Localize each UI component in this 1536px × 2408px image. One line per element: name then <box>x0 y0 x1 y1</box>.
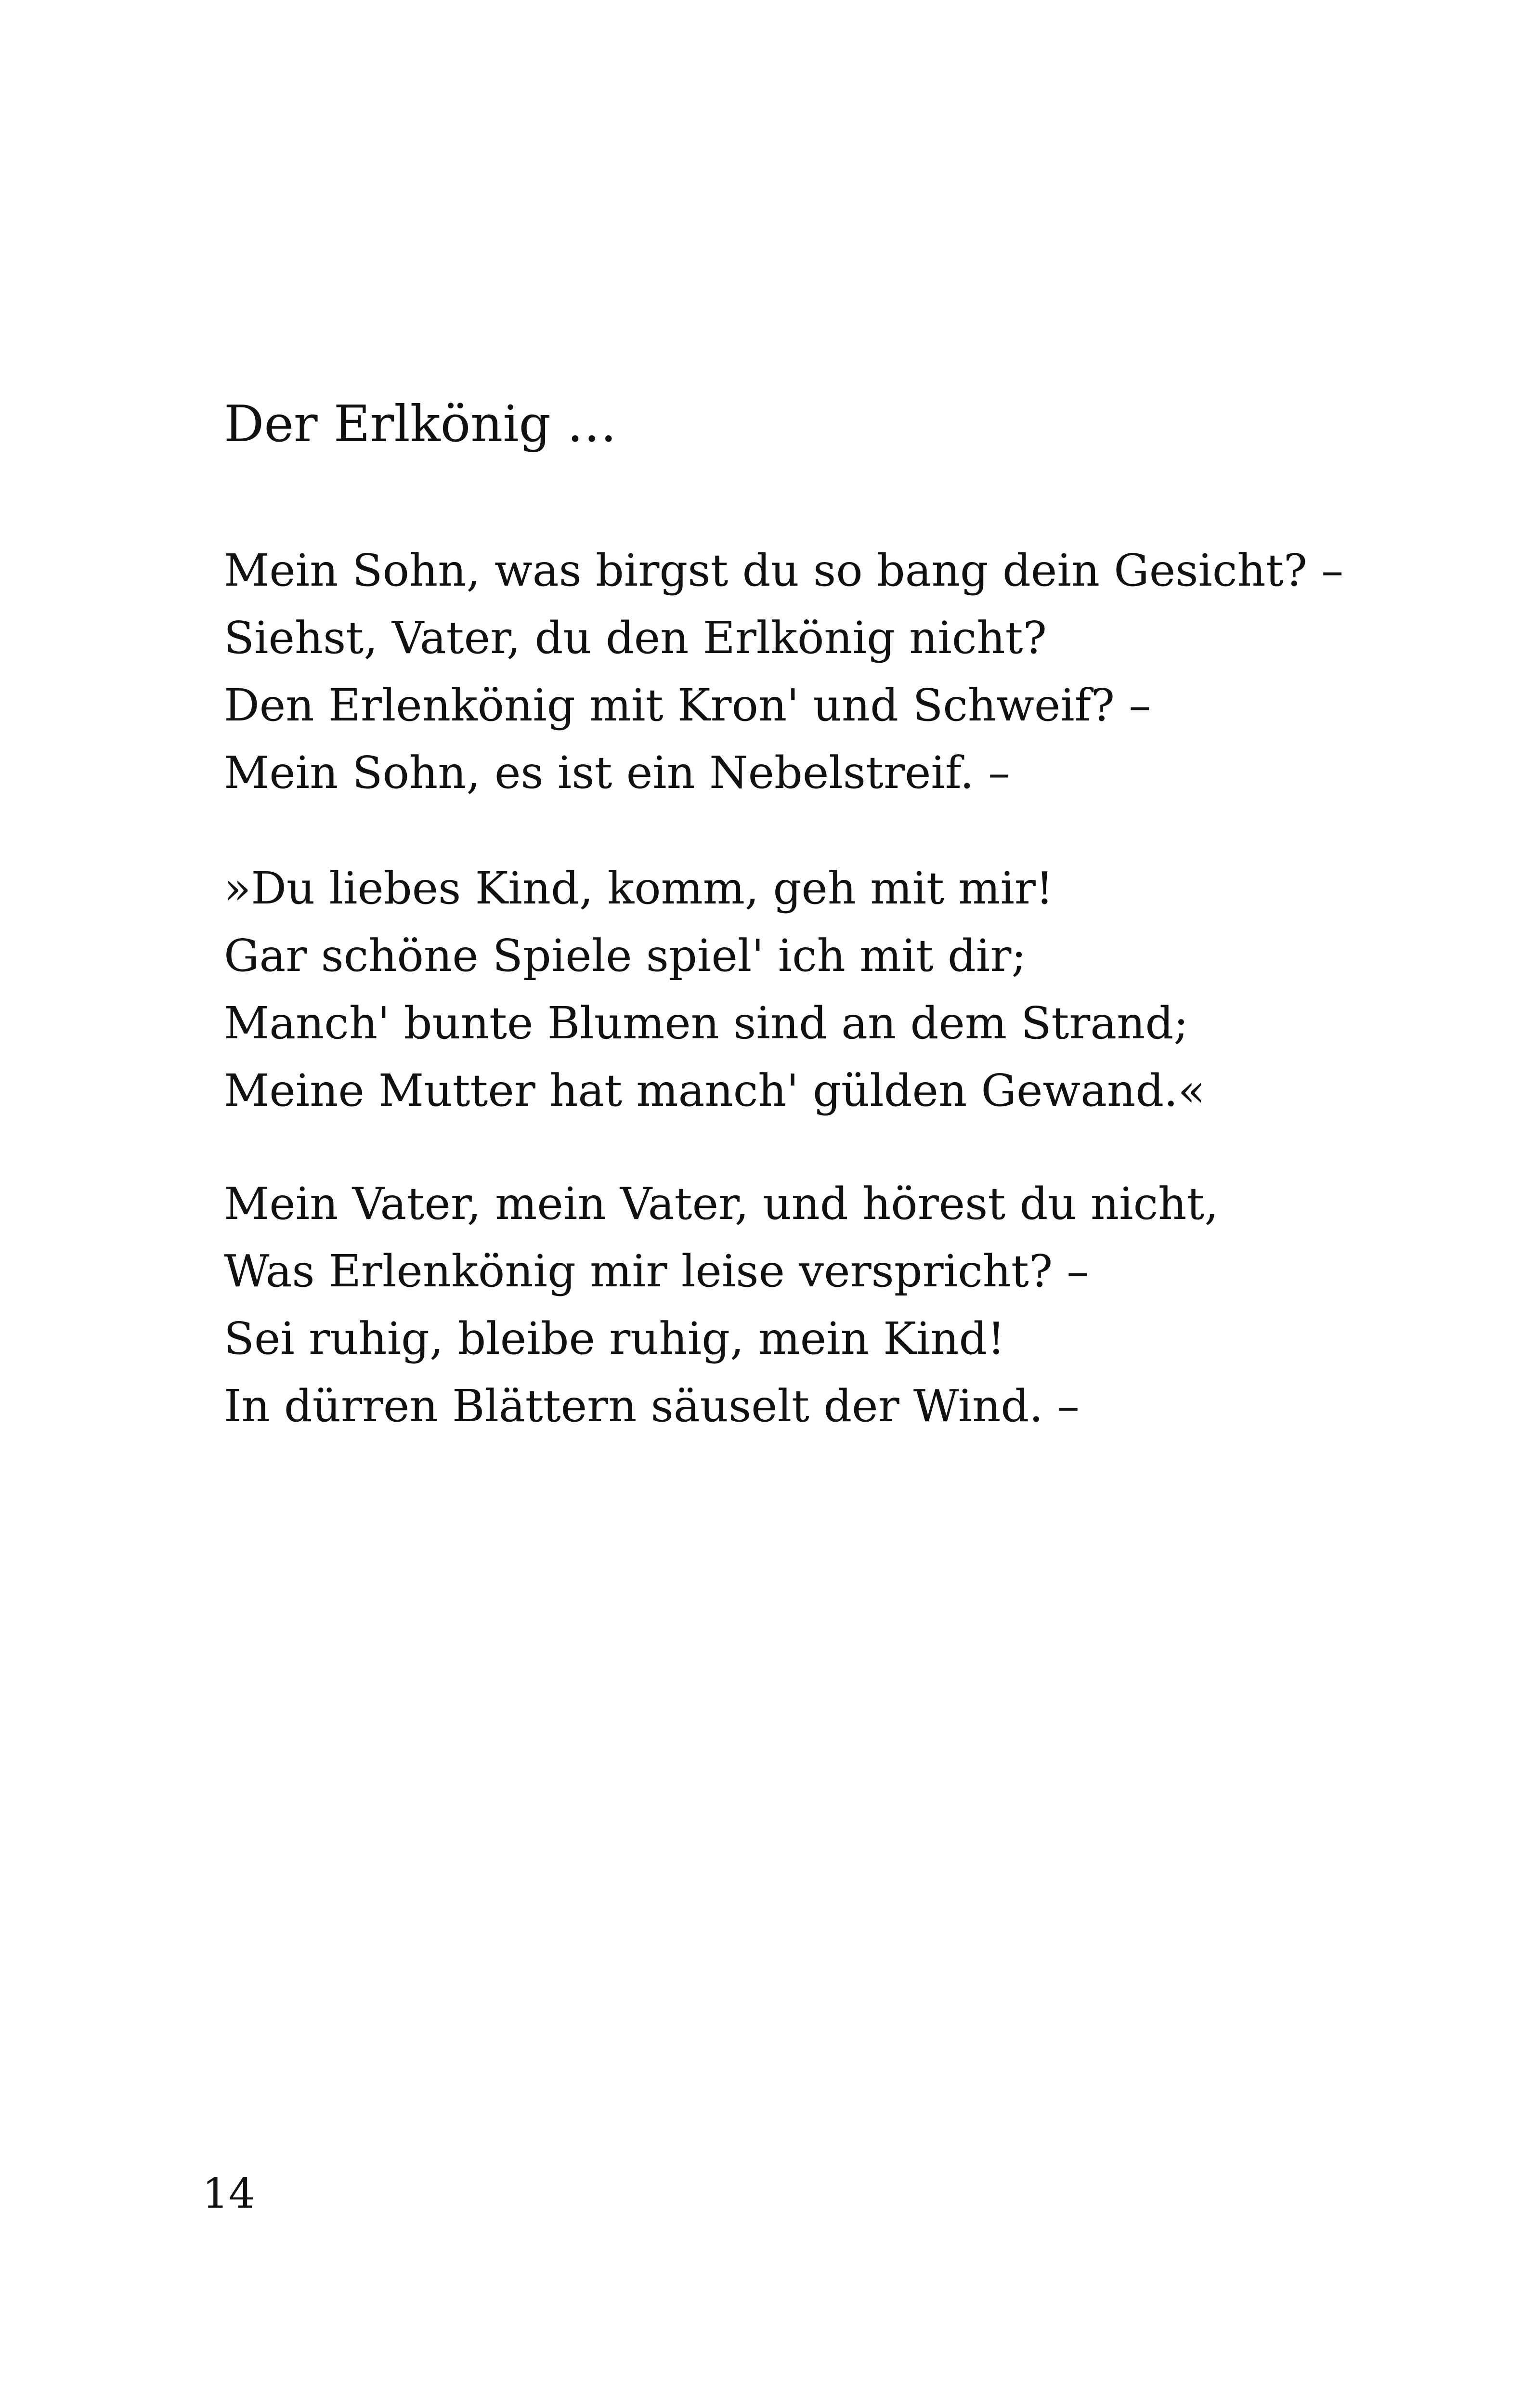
verse-line: Mein Sohn, es ist ein Nebelstreif. – <box>224 747 1011 798</box>
verse-line: Siehst, Vater, du den Erlkönig nicht? <box>224 612 1047 664</box>
verse-line: Gar schöne Spiele spiel' ich mit dir; <box>224 930 1027 982</box>
verse-line: Mein Sohn, was birgst du so bang dein Gesicht? – <box>224 545 1344 596</box>
verse-line: In dürren Blättern säuselt der Wind. – <box>224 1380 1080 1432</box>
stanza-2 <box>224 855 1205 1125</box>
verse-line: Manch' bunte Blumen sind an dem Strand; <box>224 997 1189 1049</box>
stanza-3 <box>224 1170 1219 1440</box>
poem-title: Der Erlkönig … <box>224 394 617 453</box>
verse-line: Mein Vater, mein Vater, und hörest du nicht, <box>224 1178 1219 1230</box>
verse-line: Den Erlenkönig mit Kron' und Schweif? – <box>224 680 1151 731</box>
verse-line: Was Erlenkönig mir leise verspricht? – <box>224 1245 1089 1297</box>
verse-line: »Du liebes Kind, komm, geh mit mir! <box>224 863 1054 914</box>
verse-line: Sei ruhig, bleibe ruhig, mein Kind! <box>224 1313 1005 1364</box>
page-number: 14 <box>202 2170 255 2218</box>
verse-line: Meine Mutter hat manch' gülden Gewand.« <box>224 1065 1205 1116</box>
stanza-1 <box>224 537 1343 807</box>
